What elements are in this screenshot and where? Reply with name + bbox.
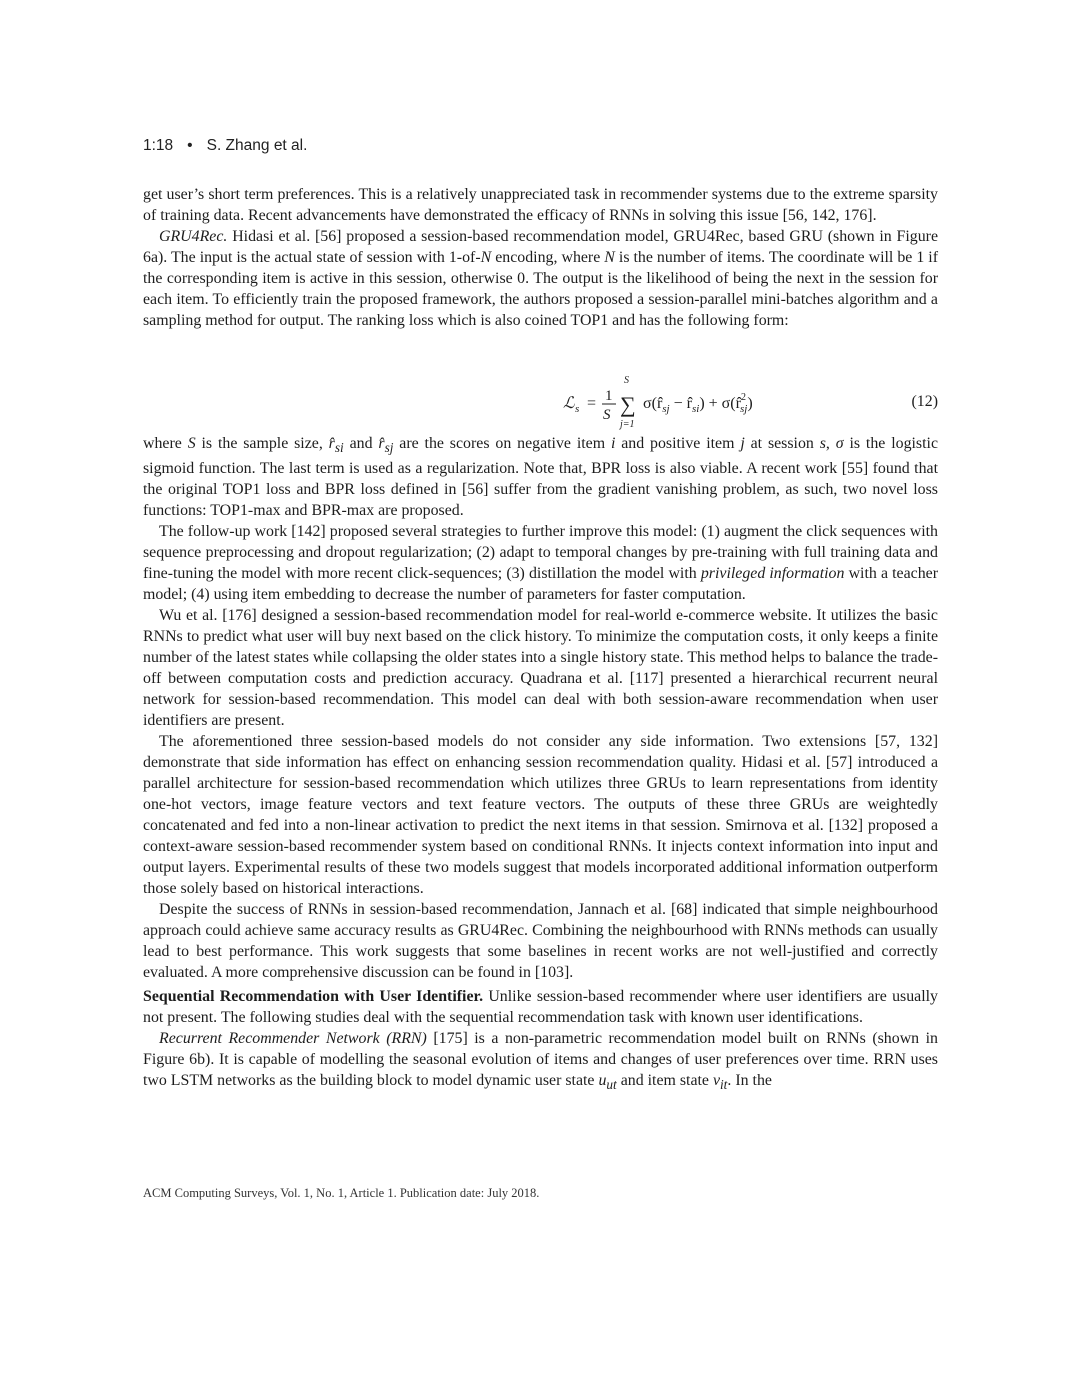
summation-sign: ∑: [620, 392, 636, 417]
equation-number: (12): [911, 393, 938, 410]
svg-text:=: =: [587, 395, 597, 412]
running-header: [143, 137, 307, 155]
page-footer: ACM Computing Surveys, Vol. 1, No. 1, Article 1. Publication date: July 2018.: [143, 1186, 540, 1200]
section-heading: Sequential Recommendation with User Identifier.: [143, 988, 484, 1006]
paragraph-gru4rec: GRU4Rec. Hidasi et al. [56] proposed a session-based recommendation model, GRU4Rec, based GRU (shown in Figure 6a). The input is the actual state of session with 1-of-N encoding, where N is the number of items. The coordinate will be 1 if the corresponding item is active in this session, otherwise 0. The output is the likelihood of being the next in the session for each item. To efficiently train the proposed framework, the authors proposed a session-parallel mini-batches algorithm and a sampling method for output. The ranking loss which is also coined TOP1 and has the following form:: [143, 228, 938, 329]
gru4rec-label: GRU4Rec.: [159, 228, 228, 245]
text-block-main: [143, 433, 938, 1095]
svg-text:S: S: [603, 407, 611, 423]
svg-text:σ(r̂sj−r̂si) + σ(r̂2sj): $\sigma(r̂_{sj}$ − $r̂_{si}$) + σ(r̂$^2$ sj): [643, 392, 753, 415]
paragraph-follow-up: The follow-up work [142] proposed several strategies to further improve this model: (1) augment the click sequences with sequence preprocessing and dropout regularization; (2) adapt to temporal changes by pre-training with full training data and fine-tuning the model with more recent click-sequences; (3) distillation the model with privileged information with a teacher model; (4) using item embedding to decrease the number of parameters for faster computation.: [143, 523, 938, 604]
paragraph-rrn: Recurrent Recommender Network (RRN) [175] is a non-parametric recommendation model built on RNNs (shown in Figure 6b). It is capable of modelling the seasonal evolution of items and changes of user preferences over time. RRN uses two LSTM networks as the building block to model dynamic user state $u_{ut}$ and item state $v_{it}$. In the: [143, 1030, 938, 1093]
svg-text:j=1: j=1: [620, 419, 635, 430]
paragraph-neighbourhood: Despite the success of RNNs in session-based recommendation, Jannach et al. [68] indicated that simple neighbourhood approach could achieve same accuracy results as GRU4Rec. Combining the neighbourhood with RNNs methods can usually lead to best performance. This work suggests that some baselines in recent works are not well-justified and correctly evaluated. A more comprehensive discussion can be found in [103].: [143, 901, 938, 982]
page-number: 1:18: [143, 137, 174, 154]
top1-loss-formula: [563, 375, 823, 430]
svg-text:S: S: [624, 375, 629, 386]
svg-text:s: s: [575, 403, 580, 415]
paragraph-side-information: The aforementioned three session-based models do not consider any side information. Two extensions [57, 132] demonstrate that side information has effect on enhancing session recommendation quality. Hidasi et al. [57] introduced a parallel architecture for session-based recommendation which utilizes three GRUs to learn representations from identity one-hot vectors, image feature vectors and text feature vectors. The outputs of these three GRUs are weightedly concatenated and fed into a non-linear activation to predict the next items in that session. Smirnova et al. [132] proposed a context-aware session-based recommender system based on conditional RNNs. It injects context information into input and output layers. Experimental results of these two models suggest that models incorporated additional information outperform those solely based on historical interactions.: [143, 733, 938, 898]
header-bullet: •: [187, 137, 193, 154]
equation-12: [143, 375, 938, 430]
paragraph-loss-explanation: where S is the sample size, $r̂_{si}$ and $r̂_{sj}$ are the scores on negative item i and positive item j at session s, σ is the logistic sigmoid function. The last term is used as a regularization. Note that, BPR loss is also viable. A recent work [55] found that the original TOP1 loss and BPR loss defined in [56] suffer from the gradient vanishing problem, as such, two novel loss functions: TOP1-max and BPR-max are proposed.: [143, 435, 939, 520]
text-block-top: [143, 184, 938, 331]
header-authors: S. Zhang et al.: [206, 137, 308, 154]
svg-text:1: 1: [605, 388, 613, 404]
paragraph-intro: get user’s short term preferences. This is a relatively unappreciated task in recommender systems due to the extreme sparsity of training data. Recent advancements have demonstrated the efficacy of RNNs in solving this issue [56, 142, 176].: [143, 186, 938, 224]
paragraph-wu: Wu et al. [176] designed a session-based recommendation model for real-world e-commerce website. It utilizes the basic RNNs to predict what user will buy next based on the click history. To minimize the computation costs, it only keeps a finite number of the latest states while collapsing the older states into a single history state. This method helps to balance the trade-off between computation costs and prediction accuracy. Quadrana et al. [117] presented a hierarchical recurrent neural network for session-based recommendation. This model can deal with both session-aware recommendation when user identifiers are present.: [143, 607, 938, 730]
paragraph-user-identifier: Sequential Recommendation with User Identifier. Unlike session-based recommender where user identifiers are usually not present. The following studies deal with the sequential recommendation task with known user identifications.: [143, 988, 938, 1027]
svg-text:ℒ: ℒ: [563, 395, 575, 412]
